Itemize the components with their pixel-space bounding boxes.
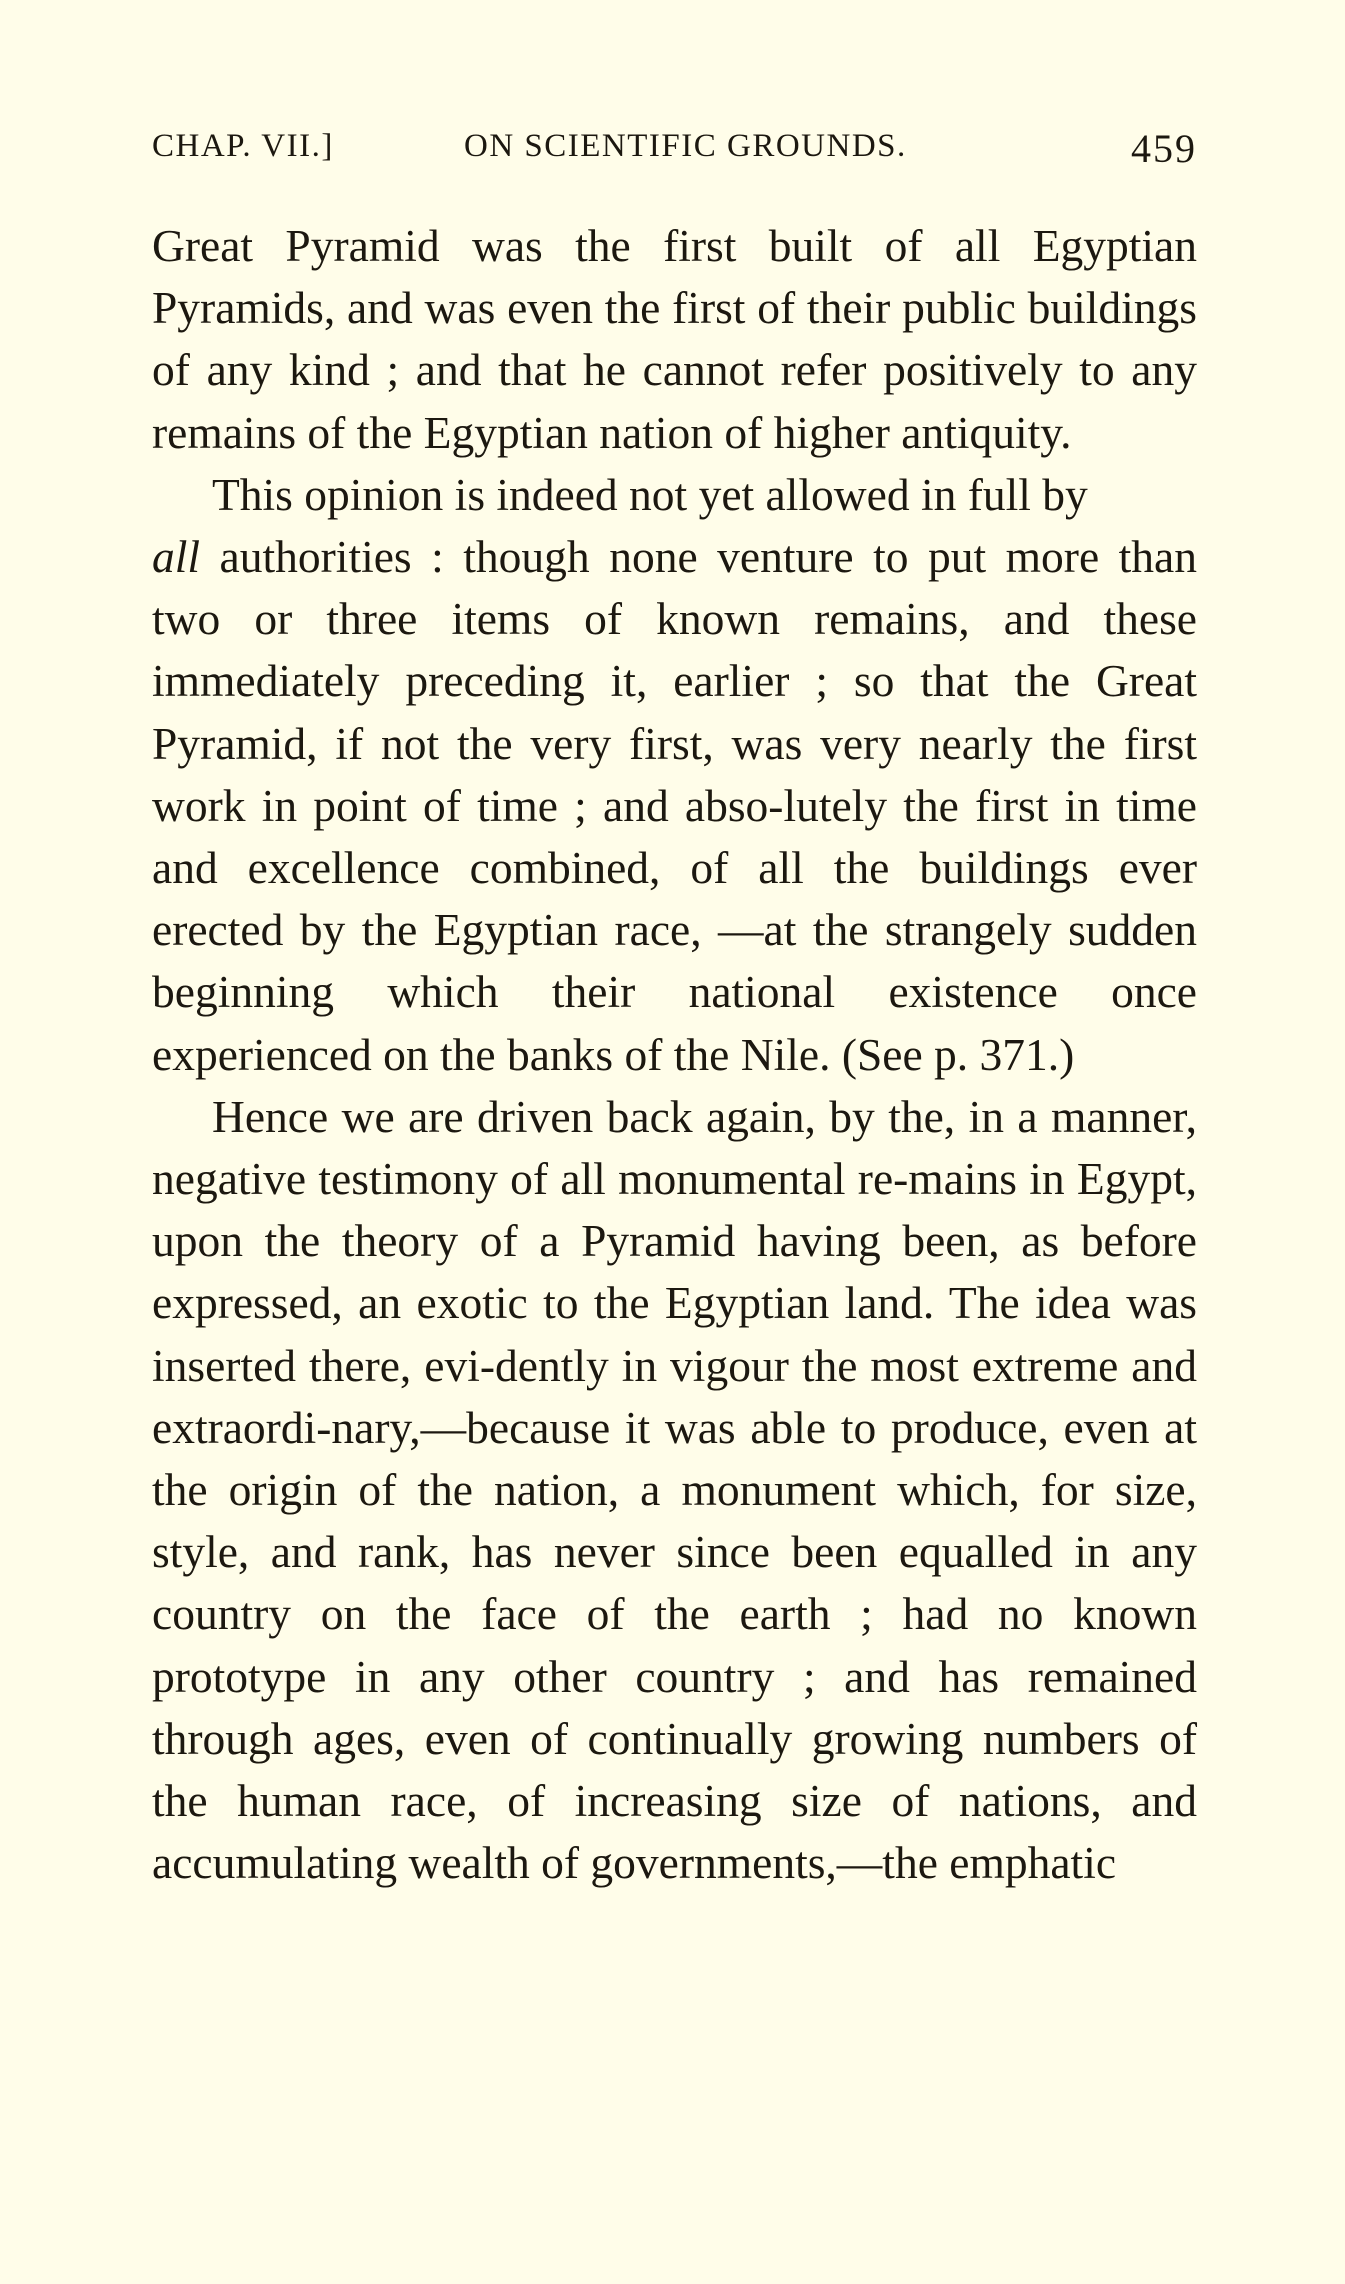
paragraph-3 <box>152 1086 1197 1895</box>
paragraph-2-text: authorities : though none venture to put more than two or three items of known remains, and these immediately preceding it, earlier ; so that the Great Pyramid, if not the very first, was very nearly the first work in point of time ; and abso-lutely the first in time and excellence combined, of all the buildings ever erected by the Egyptian race, —at the strangely sudden beginning which their national existence once experienced on the banks of the Nile. (See p. 371.) <box>152 531 1197 1080</box>
paragraph-2 <box>152 464 1197 1086</box>
paragraph-2-lead: This opinion is indeed not yet allowed in full by <box>212 468 1088 520</box>
emphasis-word: all <box>152 531 201 583</box>
paragraph-3-text: Hence we are driven back again, by the, in a manner, negative testimony of all monumental re-mains in Egypt, upon the theory of a Pyramid having been, as before expressed, an exotic to the Egyptian land. The idea was inserted there, evi-dently in vigour the most extreme and extraordi-nary,—because it was able to produce, even at the origin of the nation, a monument which, for size, style, and rank, has never since been equalled in any country on the face of the earth ; had no known prototype in any other country ; and has remained through ages, even of continually growing numbers of the human race, of increasing size of nations, and accumulating wealth of governments,—the emphatic <box>152 1090 1197 1889</box>
page-number: 459 <box>1131 126 1197 171</box>
body-text <box>152 215 1197 1894</box>
running-title: ON SCIENTIFIC GROUNDS. <box>464 128 907 164</box>
paragraph-1-text: Great Pyramid was the first built of all Egyptian Pyramids, and was even the first of their public buildings of any kind ; and that he cannot refer positively to any remains of the Egyptian nation of higher antiquity. <box>152 220 1197 458</box>
paragraph-1 <box>152 215 1197 464</box>
chapter-label: CHAP. VII.] <box>152 128 334 164</box>
running-header <box>152 128 1197 182</box>
